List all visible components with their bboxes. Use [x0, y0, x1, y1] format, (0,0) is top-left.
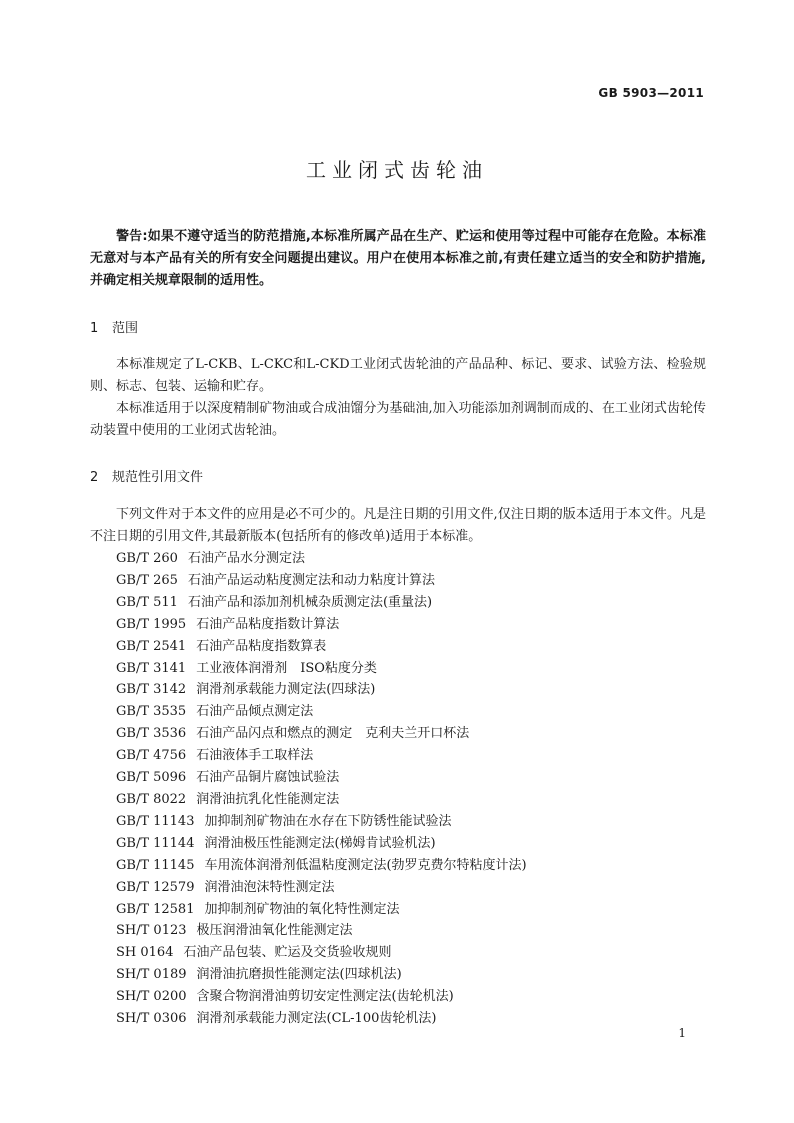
reference-code: SH/T 0189	[116, 967, 187, 983]
reference-title: 工业液体润滑剂 ISO粘度分类	[196, 660, 377, 676]
reference-code: GB/T 4756	[116, 748, 187, 764]
reference-code: GB/T 12581	[116, 901, 195, 917]
section-1-paragraph-1: 本标准规定了L-CKB、L-CKC和L-CKD工业闭式齿轮油的产品品种、标记、要求、试验方法、检验规则、标志、包装、运输和贮存。	[90, 357, 706, 394]
reference-title: 石油液体手工取样法	[196, 748, 314, 764]
reference-code: GB/T 3536	[116, 726, 187, 742]
reference-title: 加抑制剂矿物油在水存在下防锈性能试验法	[204, 813, 452, 829]
reference-item	[116, 986, 527, 1008]
reference-code: GB/T 11143	[116, 813, 195, 829]
reference-code: GB/T 3142	[116, 682, 187, 698]
reference-item	[116, 592, 527, 614]
reference-code: GB/T 2541	[116, 638, 187, 654]
reference-item	[116, 920, 527, 942]
section-2-title: 规范性引用文件	[112, 470, 204, 485]
reference-list	[116, 548, 527, 1030]
reference-code: SH/T 0306	[116, 1011, 187, 1027]
reference-title: 加抑制剂矿物油的氧化特性测定法	[204, 901, 400, 917]
reference-title: 润滑油泡沫特性测定法	[204, 879, 335, 895]
reference-title: 润滑油极压性能测定法(梯姆肯试验机法)	[204, 835, 436, 851]
reference-title: 车用流体润滑剂低温粘度测定法(勃罗克费尔特粘度计法)	[204, 857, 527, 873]
reference-code: GB/T 3141	[116, 660, 187, 676]
reference-item	[116, 877, 527, 899]
reference-title: 石油产品粘度指数算表	[196, 638, 327, 654]
reference-item	[116, 833, 527, 855]
reference-title: 石油产品铜片腐蚀试验法	[196, 770, 340, 786]
section-2-number: 2	[90, 470, 99, 485]
reference-item	[116, 658, 527, 680]
reference-code: GB/T 5096	[116, 770, 187, 786]
reference-code: GB/T 12579	[116, 879, 195, 895]
reference-code: SH/T 0200	[116, 989, 187, 1005]
reference-code: GB/T 8022	[116, 791, 187, 807]
reference-item	[116, 942, 527, 964]
reference-item	[116, 789, 527, 811]
reference-item	[116, 701, 527, 723]
reference-code: GB/T 3535	[116, 704, 187, 720]
reference-title: 石油产品运动粘度测定法和动力粘度计算法	[187, 572, 435, 588]
document-title: 工业闭式齿轮油	[306, 158, 488, 182]
reference-item	[116, 1008, 527, 1030]
reference-title: 石油产品包装、贮运及交货验收规则	[183, 945, 392, 961]
reference-code: SH 0164	[116, 945, 174, 961]
reference-item	[116, 811, 527, 833]
reference-title: 含聚合物润滑油剪切安定性测定法(齿轮机法)	[196, 989, 454, 1005]
reference-title: 极压润滑油氧化性能测定法	[196, 923, 353, 939]
reference-title: 石油产品水分测定法	[187, 551, 305, 566]
reference-code: GB/T 265	[116, 572, 178, 588]
section-1-title: 范围	[112, 321, 139, 336]
page-number: 1	[678, 1026, 686, 1040]
reference-item	[116, 855, 527, 877]
section-1-heading	[90, 317, 138, 336]
reference-title: 润滑油抗乳化性能测定法	[196, 791, 340, 807]
reference-code: GB/T 11144	[116, 835, 195, 851]
section-2-intro: 下列文件对于本文件的应用是必不可少的。凡是注日期的引用文件,仅注日期的版本适用于本文件。凡是不注日期的引用文件,其最新版本(包括所有的修改单)适用于本标准。	[90, 507, 706, 544]
reference-title: 石油产品倾点测定法	[196, 704, 314, 720]
section-2-heading	[90, 466, 203, 485]
reference-item	[116, 723, 527, 745]
section-1-number: 1	[90, 321, 99, 336]
reference-code: GB/T 11145	[116, 857, 195, 873]
reference-title: 石油产品粘度指数计算法	[196, 616, 340, 632]
reference-item	[116, 745, 527, 767]
reference-code: SH/T 0123	[116, 923, 187, 939]
standard-number: GB 5903—2011	[598, 86, 704, 100]
reference-title: 润滑油抗磨损性能测定法(四球机法)	[196, 967, 402, 983]
reference-item	[116, 899, 527, 921]
reference-item	[116, 679, 527, 701]
reference-title: 石油产品和添加剂机械杂质测定法(重量法)	[187, 594, 433, 610]
reference-code: GB/T 511	[116, 594, 178, 610]
reference-title: 石油产品闪点和燃点的测定 克利夫兰开口杯法	[196, 726, 470, 742]
reference-code: GB/T 260	[116, 551, 178, 566]
reference-item	[116, 636, 527, 658]
reference-item	[116, 614, 527, 636]
reference-title: 润滑剂承载能力测定法(四球法)	[196, 682, 376, 698]
reference-title: 润滑剂承载能力测定法(CL-100齿轮机法)	[196, 1011, 437, 1027]
reference-code: GB/T 1995	[116, 616, 187, 632]
section-1-paragraph-2: 本标准适用于以深度精制矿物油或合成油馏分为基础油,加入功能添加剂调制而成的、在工业闭式齿轮传动装置中使用的工业闭式齿轮油。	[90, 401, 706, 438]
reference-item	[116, 548, 527, 570]
reference-item	[116, 570, 527, 592]
reference-item	[116, 767, 527, 789]
reference-item	[116, 964, 527, 986]
warning-paragraph: 警告:如果不遵守适当的防范措施,本标准所属产品在生产、贮运和使用等过程中可能存在危险。本标准无意对与本产品有关的所有安全问题提出建议。用户在使用本标准之前,有责任建立适当的安全和防护措施,并确定相关规章限制的适用性。	[90, 229, 706, 288]
